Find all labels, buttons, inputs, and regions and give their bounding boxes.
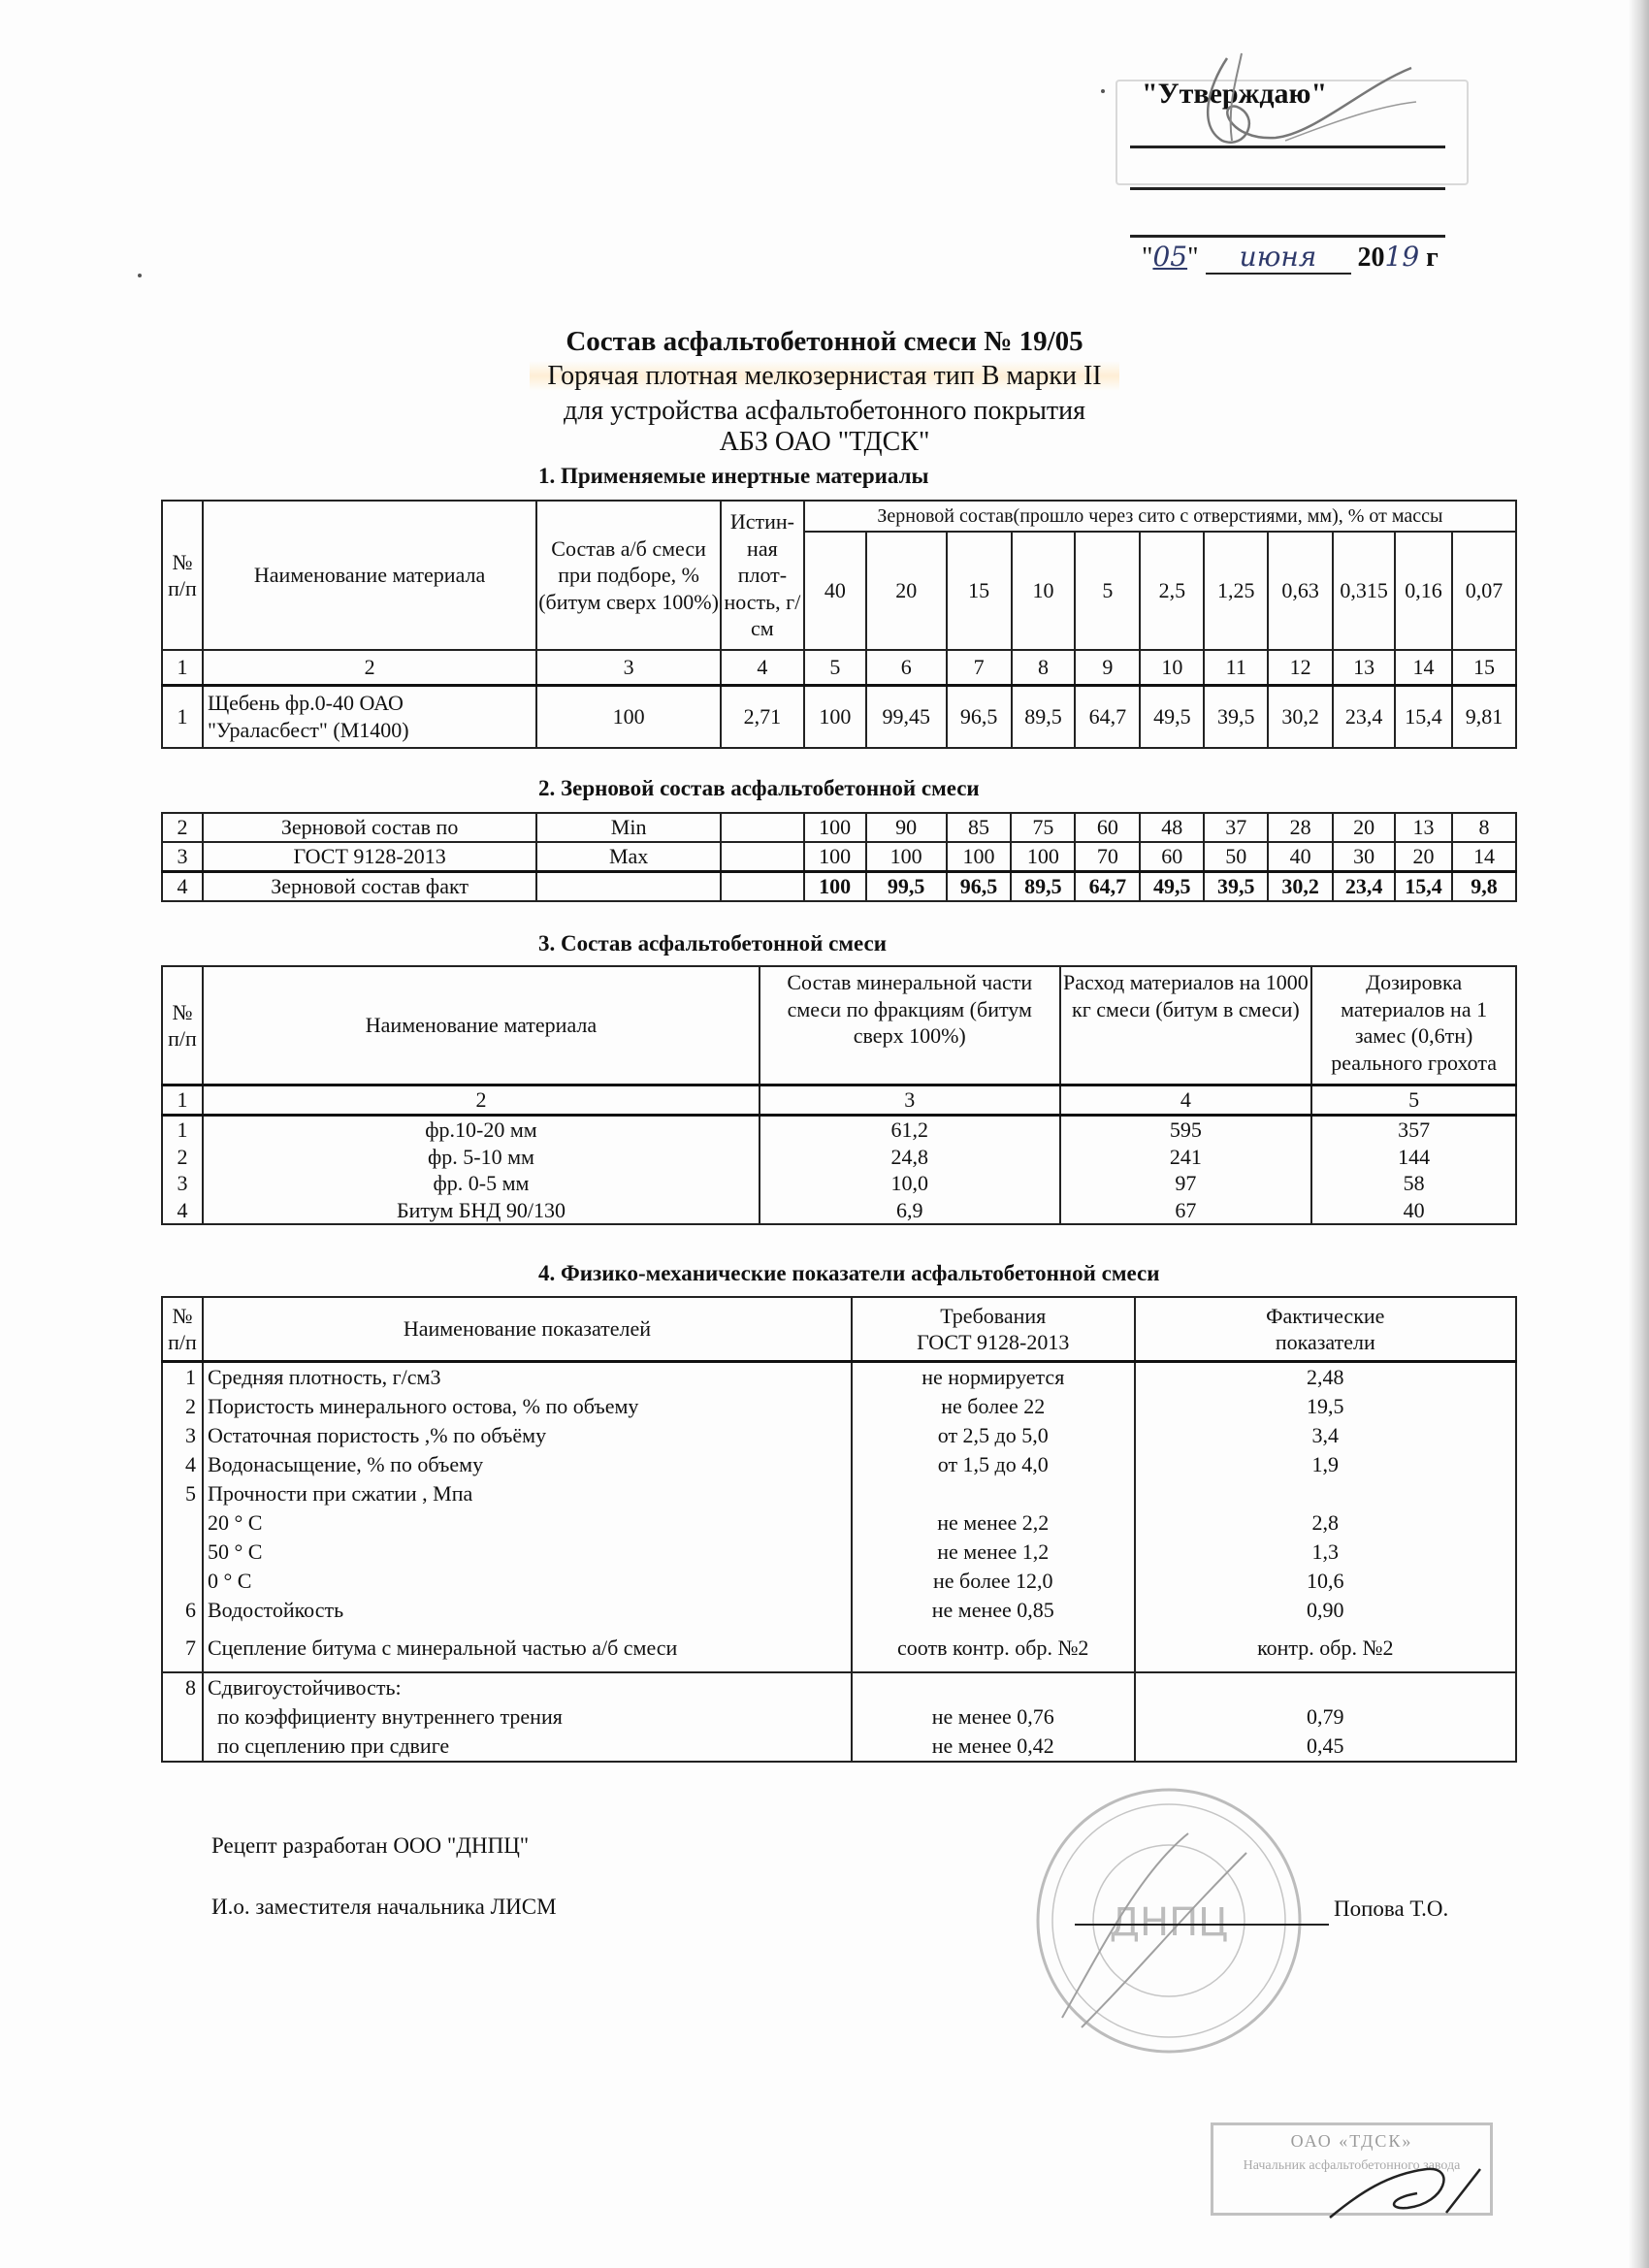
header-num: № п/п — [162, 966, 203, 1085]
table-row: 2 фр. 5-10 мм 24,8 241 144 — [162, 1144, 1516, 1171]
table-row: 50 ° С не менее 1,2 1,3 — [162, 1538, 1516, 1567]
approval-date: "05" июня 2019 г — [1142, 241, 1439, 273]
table-row: 8 Сдвигоустойчивость: — [162, 1672, 1516, 1702]
mix-composition-table — [161, 965, 1517, 1225]
table-row: 1 Средняя плотность, г/см3 не нормируется 2,48 — [162, 1362, 1516, 1393]
sieve-size: 10 — [1012, 532, 1076, 650]
signer-name: Попова Т.О. — [1334, 1896, 1449, 1921]
table-row: 2 Зерновой состав по Min 100 90 85 75 60 48 37 28 20 13 8 — [162, 813, 1516, 842]
table-row: по сцеплению при сдвиге не менее 0,42 0,45 — [162, 1732, 1516, 1762]
sieve-size: 40 — [804, 532, 866, 650]
round-seal-icon — [1023, 1775, 1314, 2066]
grain-composition-table — [161, 812, 1517, 902]
section-4-title: 4. Физико-механические показатели асфальтобетонной смеси — [538, 1261, 1160, 1285]
sieve-size: 0,315 — [1333, 532, 1395, 650]
header-grain-group: Зерновой состав(прошло через сито с отверстиями, мм), % от массы — [804, 501, 1516, 532]
header-consumption: Расход материалов на 1000 кг смеси (битум в смеси) — [1060, 966, 1312, 1085]
svg-text:ДНПЦ: ДНПЦ — [1109, 1900, 1229, 1945]
signer-position: И.о. заместителя начальника ЛИСМ — [211, 1895, 557, 1919]
sieve-size: 2,5 — [1140, 532, 1204, 650]
header-density: Истин-ная плот-ность, г/см — [721, 501, 804, 650]
date-month: июня — [1206, 241, 1351, 275]
sieve-size: 0,63 — [1268, 532, 1333, 650]
header-actual: Фактические показатели — [1135, 1297, 1516, 1362]
header-composition: Состав а/б смеси при подборе, % (битум сверх 100%) — [536, 501, 721, 650]
table-row: 1 фр.10-20 мм 61,2 595 357 — [162, 1116, 1516, 1144]
approval-line-2 — [1130, 187, 1445, 190]
header-material-name: Наименование материала — [203, 501, 536, 650]
header-mineral: Состав минеральной части смеси по фракциям (битум сверх 100%) — [760, 966, 1060, 1085]
table-row: 20 ° С не менее 2,2 2,8 — [162, 1508, 1516, 1538]
table-row: 1 Щебень фр.0-40 ОАО "Ураласбест" (М1400) 100 2,71 100 99,45 96,5 89,5 64,7 49,5 39,5 30,2 23,4 15,4 9,81 — [162, 686, 1516, 748]
inert-materials-table — [161, 500, 1517, 749]
material-name: Щебень фр.0-40 ОАО "Ураласбест" (М1400) — [203, 686, 536, 748]
corner-signature-icon — [1320, 2155, 1485, 2222]
sieve-size: 5 — [1075, 532, 1140, 650]
document-plant: АБЗ ОАО "ТДСК" — [719, 427, 930, 457]
table-row: 3 ГОСТ 9128-2013 Max 100 100 100 100 70 60 50 40 30 20 14 — [162, 842, 1516, 872]
table-row-actual: 4 Зерновой состав факт 100 99,5 96,5 89,5 64,7 49,5 39,5 30,2 23,4 15,4 9,8 — [162, 872, 1516, 902]
document-subtitle: Горячая плотная мелкозернистая тип В марки II — [0, 361, 1649, 392]
date-day: 05 — [1152, 241, 1188, 273]
developed-by: Рецепт разработан ООО "ДНПЦ" — [211, 1833, 530, 1858]
sieve-size: 20 — [866, 532, 947, 650]
header-num: № п/п — [162, 1297, 203, 1362]
header-dosage: Дозировка материалов на 1 замес (0,6тн) реального грохота — [1311, 966, 1516, 1085]
signature-line — [1075, 1924, 1329, 1926]
header-material-name: Наименование материала — [203, 966, 760, 1085]
scan-speck — [138, 274, 142, 277]
approval-line-3 — [1130, 235, 1445, 238]
table-row: 7 Сцепление битума с минеральной частью а/б смеси соотв контр. обр. №2 контр. обр. №2 — [162, 1625, 1516, 1672]
table-row: 5 Прочности при сжатии , Мпа — [162, 1479, 1516, 1508]
date-year-prefix: 20 — [1357, 243, 1385, 273]
document-title: Состав асфальтобетонной смеси № 19/05 — [566, 326, 1083, 357]
date-year-unit: г — [1426, 243, 1439, 273]
physical-properties-table — [161, 1296, 1517, 1763]
table-row: 6 Водостойкость не менее 0,85 0,90 — [162, 1596, 1516, 1625]
table-row: по коэффициенту внутреннего трения не менее 0,76 0,79 — [162, 1702, 1516, 1732]
section-3-title: 3. Состав асфальтобетонной смеси — [538, 931, 888, 956]
section-2-title: 2. Зерновой состав асфальтобетонной смеси — [538, 776, 980, 800]
approval-title: "Утверждаю" — [1142, 78, 1328, 110]
table-row: 4 Битум БНД 90/130 6,9 67 40 — [162, 1197, 1516, 1225]
table-row: 3 Остаточная пористость ,% по объёму от 2,5 до 5,0 3,4 — [162, 1421, 1516, 1450]
section-1-title: 1. Применяемые инертные материалы — [538, 464, 929, 488]
document-purpose: для устройства асфальтобетонного покрытия — [563, 396, 1085, 426]
approval-block — [1130, 78, 1450, 273]
corner-stamp: ОАО «ТДСК» Начальник асфальтобетонного завода — [1211, 2122, 1493, 2216]
approval-line-1 — [1130, 146, 1445, 148]
sieve-size: 0,16 — [1395, 532, 1452, 650]
table-row: 3 фр. 0-5 мм 10,0 97 58 — [162, 1170, 1516, 1197]
date-year-suffix: 19 — [1384, 241, 1420, 273]
scan-speck — [1101, 89, 1105, 93]
header-num: № п/п — [162, 501, 203, 650]
sieve-size: 15 — [947, 532, 1012, 650]
sieve-size: 1,25 — [1204, 532, 1268, 650]
table-row: 0 ° С не более 12,0 10,6 — [162, 1567, 1516, 1596]
header-indicator-name: Наименование показателей — [203, 1297, 852, 1362]
column-number-row: 1 2 3 4 5 — [162, 1085, 1516, 1116]
table-row: 4 Водонасыщение, % по объему от 1,5 до 4,0 1,9 — [162, 1450, 1516, 1479]
column-number-row: 1 2 3 4 5 6 7 8 9 10 11 12 13 14 15 — [162, 650, 1516, 686]
table-row: 2 Пористость минерального остова, % по объему не более 22 19,5 — [162, 1392, 1516, 1421]
sieve-size: 0,07 — [1452, 532, 1516, 650]
header-requirement: Требования ГОСТ 9128-2013 — [852, 1297, 1135, 1362]
